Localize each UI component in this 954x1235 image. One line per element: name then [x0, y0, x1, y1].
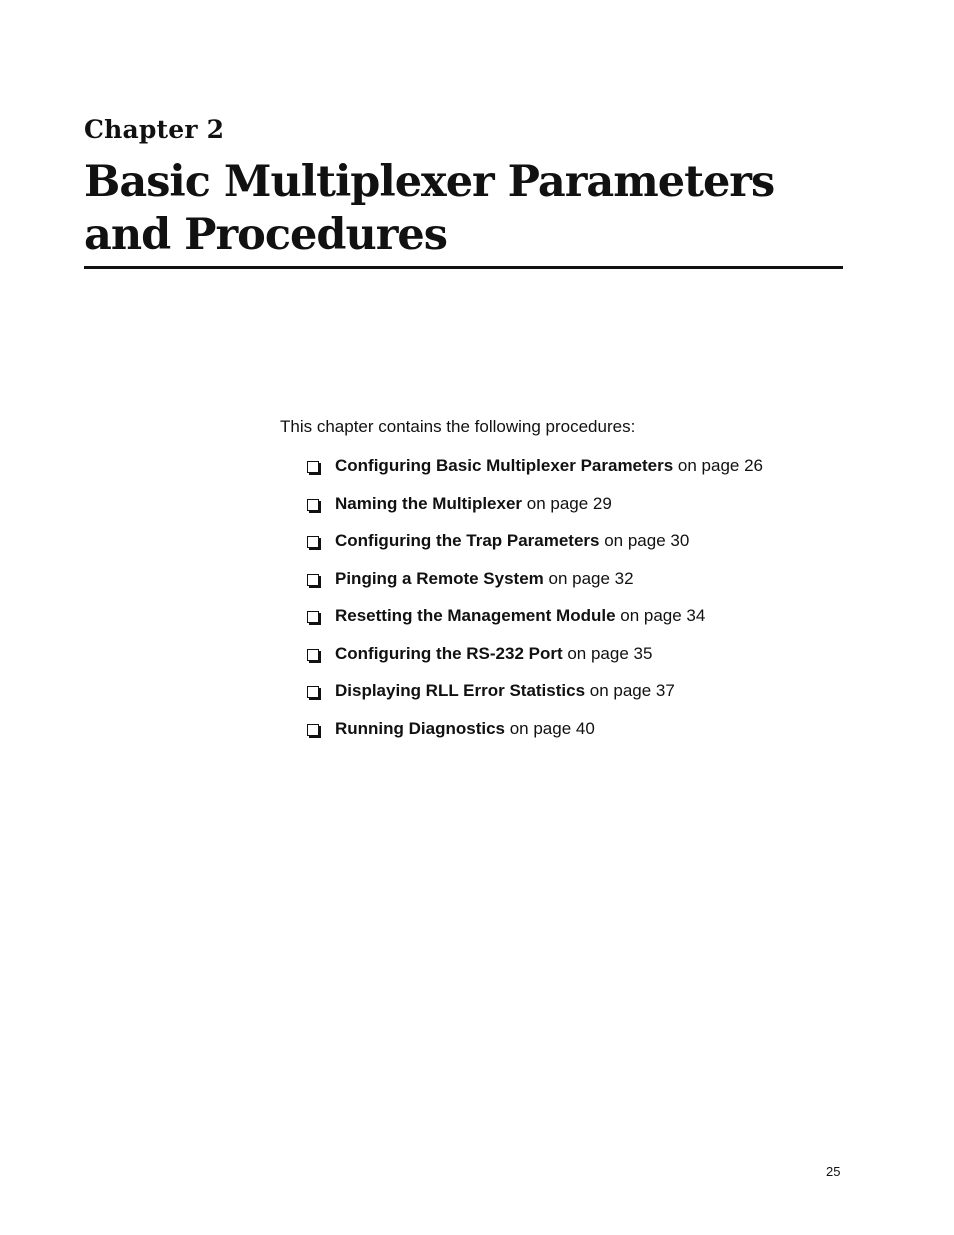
- page-reference: on page 29: [522, 493, 612, 513]
- procedure-item: [307, 679, 763, 717]
- title-divider: [84, 266, 843, 269]
- procedure-item: [307, 604, 763, 642]
- checkbox-icon: [307, 499, 319, 511]
- checkbox-icon: [307, 686, 319, 698]
- procedure-link[interactable]: Configuring Basic Multiplexer Parameters: [335, 456, 674, 475]
- page-reference: on page 26: [673, 456, 764, 475]
- chapter-title: Basic Multiplexer Parameters and Procedures: [84, 157, 775, 260]
- procedure-item: [307, 717, 763, 755]
- page-reference: on page 40: [505, 718, 595, 738]
- chapter-label: Chapter 2: [84, 115, 225, 144]
- procedure-link[interactable]: Displaying RLL Error Statistics: [335, 681, 586, 700]
- page-reference: on page 34: [615, 606, 706, 625]
- procedure-link[interactable]: Resetting the Management Module: [335, 606, 616, 625]
- procedure-item: [307, 642, 763, 680]
- procedure-link[interactable]: Running Diagnostics: [335, 718, 505, 738]
- procedure-entry: [335, 642, 652, 666]
- procedure-entry: [335, 567, 634, 591]
- page-reference: on page 35: [562, 643, 653, 663]
- page-reference: on page 30: [599, 531, 690, 550]
- intro-text: This chapter contains the following procedures:: [280, 417, 636, 436]
- procedure-entry: [335, 529, 689, 553]
- procedure-entry: [335, 492, 612, 516]
- checkbox-icon: [307, 649, 319, 661]
- checkbox-icon: [307, 574, 319, 586]
- procedure-entry: [335, 604, 705, 628]
- procedure-item: [307, 454, 763, 492]
- page-reference: on page 32: [543, 568, 634, 588]
- procedure-entry: [335, 717, 595, 741]
- procedure-link[interactable]: Naming the Multiplexer: [335, 493, 523, 513]
- procedure-entry: [335, 454, 763, 478]
- procedure-entry: [335, 679, 675, 703]
- checkbox-icon: [307, 536, 319, 548]
- procedure-link[interactable]: Pinging a Remote System: [335, 568, 544, 588]
- checkbox-icon: [307, 611, 319, 623]
- page-reference: on page 37: [585, 681, 675, 700]
- procedure-link[interactable]: Configuring the Trap Parameters: [335, 531, 600, 550]
- procedure-item: [307, 567, 763, 605]
- procedure-link[interactable]: Configuring the RS-232 Port: [335, 643, 563, 663]
- procedure-item: [307, 529, 763, 567]
- checkbox-icon: [307, 724, 319, 736]
- procedure-item: [307, 492, 763, 530]
- page-number: 25: [826, 1164, 841, 1179]
- checkbox-icon: [307, 461, 319, 473]
- procedure-list: [307, 454, 763, 754]
